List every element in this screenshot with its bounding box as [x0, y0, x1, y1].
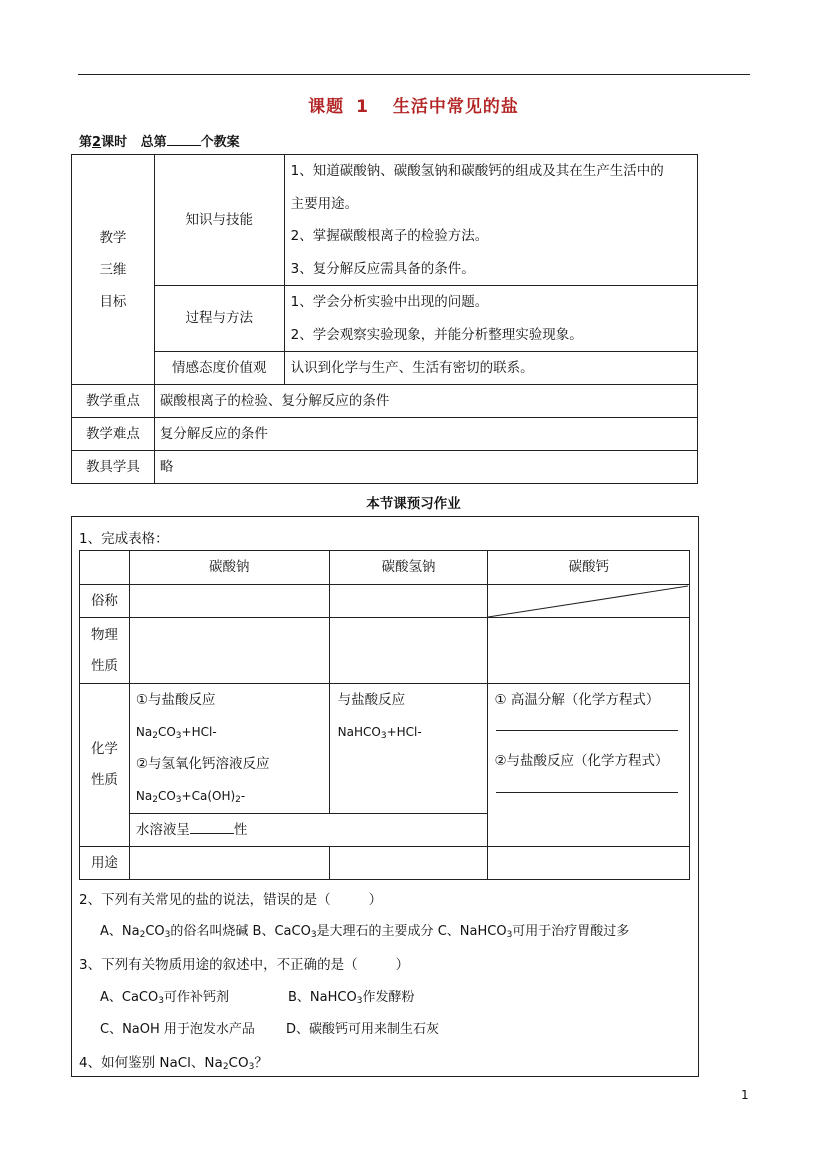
objectives-table	[71, 154, 698, 484]
caco3-chemical-cell	[488, 684, 690, 847]
solution-blank[interactable]	[190, 821, 234, 834]
total-suffix: 个教案	[200, 135, 240, 150]
salts-table	[79, 550, 690, 880]
goal-label-line: 教学	[99, 229, 127, 246]
preview-section-title: 本节课预习作业	[366, 496, 461, 512]
list-item: 2、学会观察实验现象，并能分析整理实验现象。	[290, 326, 583, 343]
column-header: 碳酸钙	[488, 551, 690, 585]
solution-text: 性	[233, 822, 248, 838]
reaction-equation: NaHCO$_3$+HCl-	[337, 725, 422, 741]
question-4: 4、如何鉴别 NaCl、$Na_2CO_3$？	[79, 1055, 268, 1072]
reaction-equation: $Na_2CO_3+HCl-$	[135, 725, 217, 741]
reaction-label: 与盐酸反应	[337, 692, 406, 708]
page-number: 1	[741, 1088, 749, 1102]
answer-line[interactable]	[494, 778, 689, 806]
title-main: 生活中常见的盐	[392, 97, 519, 117]
answer-line[interactable]	[494, 716, 689, 744]
question-2: 2、下列有关常见的盐的说法，错误的是（ ）	[79, 892, 383, 908]
answer-cell[interactable]	[329, 618, 488, 684]
list-item: 1、知道碳酸钠、碳酸氢钠和碳酸钙的组成及其在生产生活中的	[290, 163, 664, 179]
column-header: 碳酸钠	[129, 551, 329, 585]
corner-cell	[80, 551, 130, 585]
row-label-physical	[80, 618, 130, 684]
question-3-option-a: A、CaCO$_3$可作补钙剂	[100, 990, 229, 1006]
question-1: 1、完成表格：	[79, 531, 169, 547]
process-items	[284, 286, 697, 352]
answer-cell[interactable]	[329, 847, 488, 880]
nahco3-chemical-cell	[329, 684, 488, 814]
page-title	[0, 92, 827, 117]
na2co3-chemical-cell	[129, 684, 329, 814]
row-label-line: 化学	[90, 741, 118, 757]
answer-cell[interactable]	[329, 585, 488, 618]
question-3-option-d: D、碳酸钙可用来制生石灰	[286, 1022, 440, 1037]
title-number: 1	[356, 97, 369, 117]
knowledge-label: 知识与技能	[154, 155, 284, 286]
answer-cell[interactable]	[129, 618, 329, 684]
answer-cell[interactable]	[488, 618, 690, 684]
goal-label-line: 目标	[99, 293, 127, 310]
solution-cell	[129, 814, 488, 847]
difficulty-text: 复分解反应的条件	[154, 418, 697, 451]
reaction-label: ②与盐酸反应（化学方程式）	[494, 753, 669, 769]
lesson-suffix: 课时	[101, 135, 128, 150]
total-blank	[167, 133, 201, 146]
reaction-equation: $Na_2CO_3+Ca(OH)_2-$	[135, 789, 246, 805]
tools-label: 教具学具	[72, 451, 155, 484]
question-3-option-b: B、NaHCO$_3$作发酵粉	[288, 990, 415, 1006]
total-prefix: 总第	[140, 135, 167, 150]
list-item: 3、复分解反应需具备的条件。	[290, 260, 475, 277]
lesson-line	[79, 131, 240, 150]
answer-cell[interactable]	[129, 847, 329, 880]
question-2-options: A、$Na_2CO_3$的俗名叫烧碱 B、CaCO$_3$是大理石的主要成分 C、NaHCO$_3$可用于治疗胃酸过多	[100, 924, 630, 940]
question-3: 3、下列有关物质用途的叙述中，不正确的是（ ）	[79, 957, 410, 973]
row-label-line: 物理	[90, 626, 118, 643]
header-rule	[78, 74, 750, 75]
tools-text: 略	[154, 451, 697, 484]
lesson-prefix: 第	[79, 135, 93, 150]
knowledge-items	[284, 155, 697, 286]
emotion-text: 认识到化学与生产、生活有密切的联系。	[284, 352, 697, 385]
diagonal-line	[488, 585, 688, 618]
row-label-line: 性质	[90, 657, 118, 674]
reaction-label: ①与盐酸反应	[135, 692, 216, 708]
row-label-usage: 用途	[80, 847, 130, 880]
answer-cell[interactable]	[129, 585, 329, 618]
column-header: 碳酸氢钠	[329, 551, 488, 585]
title-prefix: 课题	[308, 97, 345, 117]
lesson-number: 2	[92, 135, 102, 150]
goal-label-cell	[72, 155, 155, 385]
row-label-chemical	[80, 684, 130, 847]
list-item: 1、学会分析实验中出现的问题。	[290, 294, 489, 310]
solution-text: 水溶液呈	[135, 822, 190, 838]
row-label-common-name: 俗称	[80, 585, 130, 618]
emotion-label: 情感态度价值观	[154, 352, 284, 385]
reaction-label: ②与氢氧化钙溶液反应	[135, 756, 270, 772]
question-3-option-c: C、NaOH 用于泡发水产品	[100, 1022, 255, 1037]
difficulty-label: 教学难点	[72, 418, 155, 451]
goal-label-line: 三维	[99, 261, 127, 278]
process-label: 过程与方法	[154, 286, 284, 352]
key-label: 教学重点	[72, 385, 155, 418]
key-text: 碳酸根离子的检验、复分解反应的条件	[154, 385, 697, 418]
list-item: 主要用途。	[290, 195, 359, 212]
diagonal-cell	[488, 585, 690, 618]
reaction-label: ① 高温分解（化学方程式）	[494, 692, 660, 708]
row-label-line: 性质	[90, 772, 118, 788]
answer-cell[interactable]	[488, 847, 690, 880]
list-item: 2、掌握碳酸根离子的检验方法。	[290, 228, 489, 244]
